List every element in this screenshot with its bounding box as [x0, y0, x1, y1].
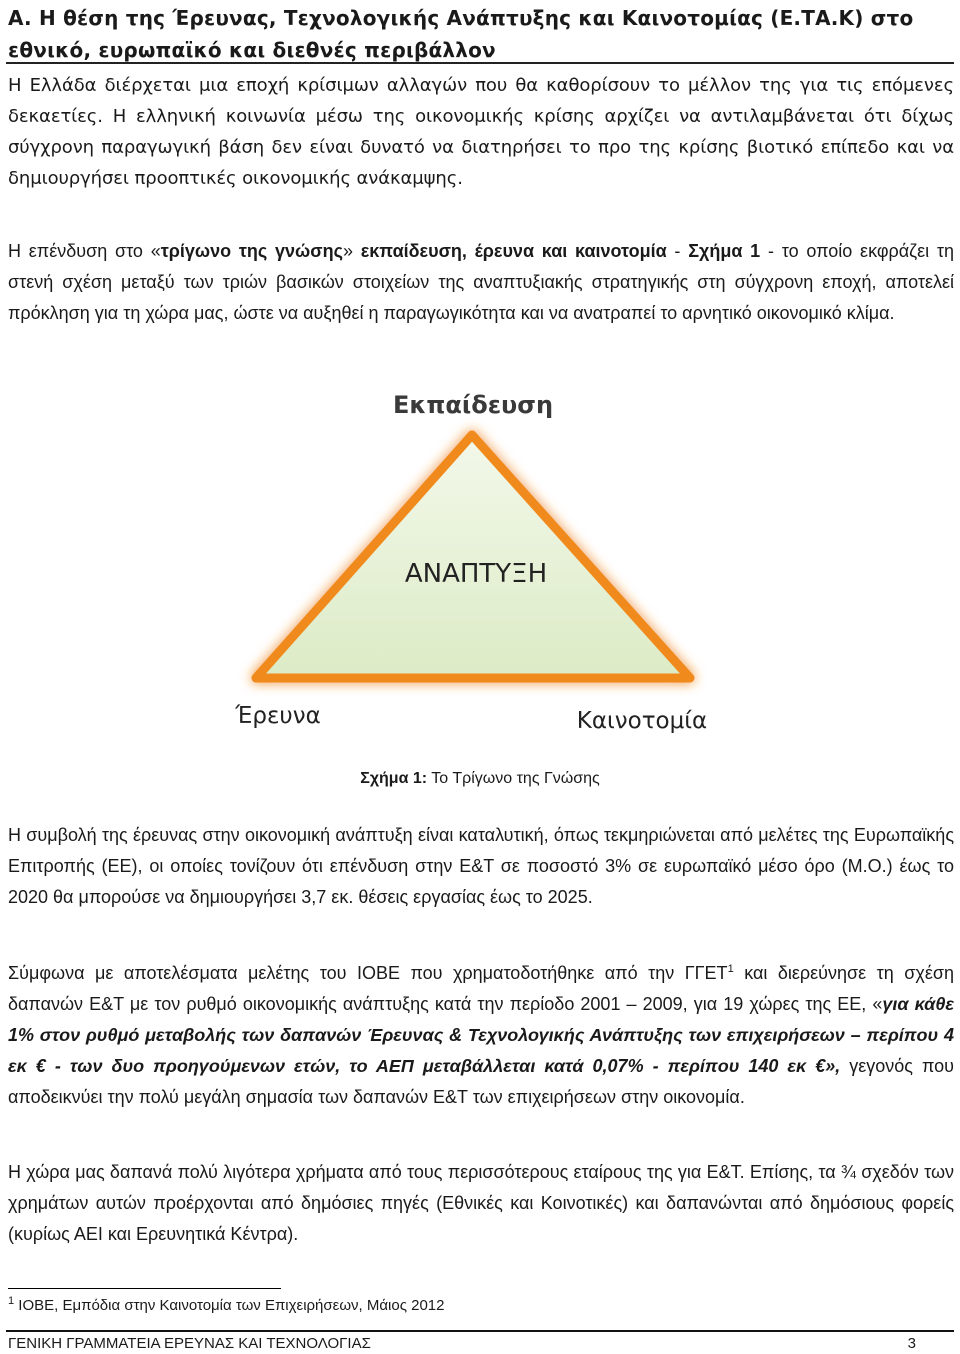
- page-footer: [8, 1334, 956, 1354]
- label-innovation: Καινοτομία: [576, 708, 708, 734]
- caption-text: Το Τρίγωνο της Γνώσης: [427, 770, 600, 787]
- footer-separator: [6, 1330, 954, 1332]
- text-run: -: [666, 241, 689, 261]
- knowledge-triangle-figure: [200, 380, 760, 745]
- section-heading: A. Η θέση της Έρευνας, Τεχνολογικής Ανάπτυξης και Καινοτομίας (Ε.ΤΑ.Κ) στο εθνικό, ευρωπαϊκό και διεθνές περιβάλλον: [8, 6, 914, 62]
- label-development: ΑΝΑΠΤΥΞΗ: [404, 559, 548, 589]
- footnote-separator: [8, 1288, 281, 1289]
- figure-reference: Σχήμα 1: [688, 241, 761, 261]
- bold-run: εκπαίδευση, έρευνα και καινοτομία: [360, 241, 667, 261]
- footnote-number: 1: [8, 1295, 15, 1307]
- heading-underline: [6, 62, 954, 64]
- paragraph-research-contribution: Η συμβολή της έρευνας στην οικονομική ανάπτυξη είναι καταλυτική, όπως τεκμηριώνεται από μελέτες της Ευρωπαϊκής Επιτροπής (ΕΕ), οι οποίες τονίζουν ότι επένδυση στην Ε&Τ σε ποσοστό 3% σε ευρωπαϊκό μέσο όρο (Μ.Ο.) έως το 2020 θα μπορούσε να δημιουργήσει 3,7 εκ. θέσεις εργασίας έως το 2025.: [8, 825, 954, 907]
- paragraph-knowledge-triangle: [8, 236, 954, 329]
- paragraph-spending: Η χώρα μας δαπανά πολύ λιγότερα χρήματα από τους περισσότερους εταίρους της για Ε&Τ. Επίσης, τα ¾ σχεδόν των χρημάτων αυτών προέρχονται από δημόσιες πηγές (Εθνικές και Κοινοτικές) και δαπανώνται από δημόσιους φορείς (κυρίως ΑΕΙ και Ερευνητικά Κέντρα).: [8, 1162, 954, 1244]
- bold-italic-quote: για κάθε 1% στον ρυθμό μεταβολής των δαπανών Έρευνας & Τεχνολογικής Ανάπτυξης των επιχειρήσεων – περίπου 4 εκ € - των δυο προηγούμενων ετών, το ΑΕΠ μεταβάλλεται κατά 0,07% - περίπου 140 εκ €»,: [8, 994, 954, 1076]
- text-run: Σύμφωνα με αποτελέσματα μελέτης του ΙΟΒΕ που χρηματοδοτήθηκε από την ΓΓΕΤ: [8, 963, 728, 983]
- text-run: γεγονός που αποδεικνύει την πολύ μεγάλη σημασία των δαπανών Ε&Τ των επιχειρήσεων στην οικονομία.: [8, 1056, 955, 1107]
- text-run: Η επένδυση στο «: [8, 241, 161, 261]
- label-education: Εκπαίδευση: [392, 391, 554, 419]
- footer-organization: ΓΕΝΙΚΗ ΓΡΑΜΜΑΤΕΙΑ ΕΡΕΥΝΑΣ ΚΑΙ ΤΕΧΝΟΛΟΓΙΑΣ: [8, 1335, 371, 1352]
- text-run: και διερεύνησε τη σχέση δαπανών Ε&Τ με τον ρυθμό οικονομικής ανάπτυξης κατά την περίοδο 2001 – 2009, για 19 χώρες της ΕΕ, «: [8, 963, 954, 1014]
- bold-run: τρίγωνο της γνώσης: [160, 241, 343, 261]
- text-run: - το οποίο εκφράζει τη στενή σχέση μεταξύ των τριών βασικών στοιχείων της αναπτυξιακής στρατηγικής στη σύγχρονη εποχή, αποτελεί πρόκληση για τη χώρα μας, ώστε να αυξηθεί η παραγωγικότητα και να ανατραπεί το αρνητικό οικονομικό κλίμα.: [8, 241, 955, 323]
- caption-label: Σχήμα 1:: [360, 770, 428, 787]
- paragraph-intro: Η Ελλάδα διέρχεται μια εποχή κρίσιμων αλλαγών που θα καθορίσουν το μέλλον της για τις επόμενες δεκαετίες. Η ελληνική κοινωνία μέσω της οικονομικής κρίσης αρχίζει να αντιλαμβάνεται ότι δίχως σύγχρονη παραγωγική βάση δεν είναι δυνατό να διατηρήσει το προ της κρίσης βιοτικό επίπεδο και να δημιουργήσει προοπτικές οικονομικής ανάκαμψης.: [8, 75, 954, 189]
- label-research: Έρευνα: [235, 703, 321, 729]
- footnote-text: ΙΟΒΕ, Εμπόδια στην Καινοτομία των Επιχειρήσεων, Μάιος 2012: [14, 1297, 445, 1314]
- figure-caption: [0, 770, 960, 788]
- footnote: [8, 1296, 445, 1316]
- text-run: »: [342, 241, 361, 261]
- footnote-marker: 1: [727, 963, 734, 975]
- paragraph-iobe-study: [8, 958, 954, 1113]
- triangle-shape: [256, 435, 690, 678]
- page-number: 3: [907, 1335, 916, 1352]
- triangle-diagram: [200, 380, 760, 745]
